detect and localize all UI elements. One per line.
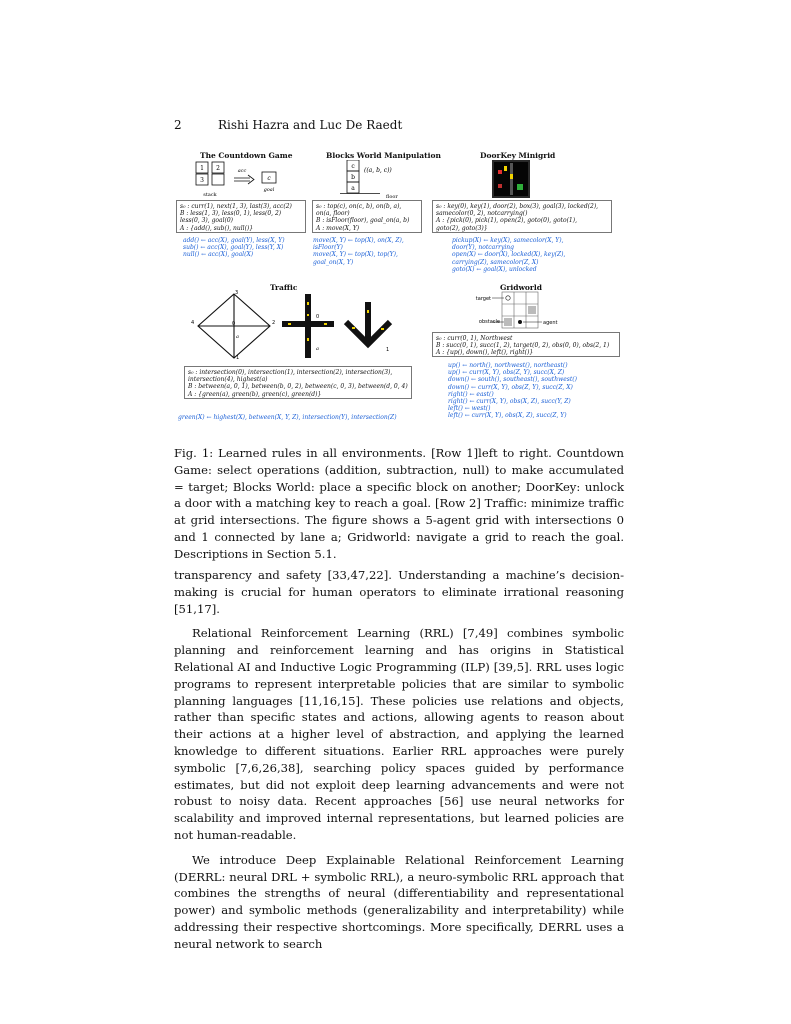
node-label-1: 1 [236, 355, 240, 360]
traffic-state-box [184, 366, 412, 399]
cross-label-0: 0 [316, 314, 320, 320]
state-line: intersection(4), highest(a) [188, 376, 268, 384]
node-label-4: 4 [191, 320, 195, 326]
state-line: A : move(X, Y) [316, 224, 360, 232]
agent-label: agent [543, 320, 558, 326]
state-line: A : {green(a), green(b), green(c), green(d)} [188, 390, 322, 398]
countdown-rules [183, 237, 285, 259]
rule-line: down() ← south(), southeast(), southwest() [448, 376, 577, 384]
blocks-state-box [312, 200, 422, 233]
node-label-0: 0 [232, 321, 236, 327]
rule-line: null() ← acc(X), goal(X) [183, 251, 254, 259]
agent-icon [518, 320, 522, 324]
floor-label: floor [386, 194, 398, 200]
node-label-2: 2 [272, 320, 276, 326]
state-line: s₀ : curr(0, 1), Northwest [436, 335, 513, 342]
agent-icon [498, 170, 502, 174]
box-icon [498, 184, 502, 188]
rule-line: move(X, Y) ← top(X), top(Y), [313, 251, 398, 259]
rule-line: move(X, Y) ← top(X), on(X, Z), [313, 237, 404, 244]
paragraph-3: We introduce Deep Explainable Relational Reinforcement Learning (DERRL: neural DRL + symbolic RRL), a neuro-symbolic RRL approach that combines the strengths of neural (differentiability and representational power) and symbolic methods (generalizability and interpretability) while addressing their respective shortcomings. More specifically, DERRL uses a neural network to search [174, 852, 624, 951]
block-label-c: c [351, 163, 355, 170]
node-label-3: 3 [235, 290, 239, 296]
target-icon [506, 296, 510, 300]
rule-line: left() ← curr(X, Y), obs(X, Z), succ(Z, Y) [448, 412, 567, 420]
state-line: A : {pick(0), pick(1), open(2), goto(0), goto(1), [436, 217, 577, 225]
rule-line: left() ← west() [448, 405, 491, 413]
state-line: A : {add(), sub(), null()} [180, 224, 254, 232]
lane-label-a: a [236, 334, 239, 340]
block-label-a: a [351, 185, 355, 192]
state-line: A : {up(), down(), left(), right()} [436, 349, 534, 357]
state-line: B : between(a, 0, 1), between(b, 0, 2), between(c, 0, 3), between(d, 0, 4) [188, 383, 408, 391]
stack-num-3: 3 [200, 177, 204, 184]
rule-line: up() ← curr(X, Y), obs(Z, Y), succ(X, Z) [448, 369, 565, 377]
goal-c-label: c [267, 175, 271, 182]
rule-line: green(X) ← highest(X), between(X, Y, Z), intersection(Y), intersection(Z) [178, 414, 397, 421]
state-line: on(a, floor) [316, 210, 350, 218]
door-icon [510, 174, 513, 179]
v-label-1: 1 [386, 347, 390, 353]
rule-line: carrying(Z), samecolor(Z, X) [452, 258, 539, 266]
state-line: s₀ : curr(1), next(1, 3), last(3), acc(2) [180, 203, 292, 210]
traffic-v-roads [346, 302, 390, 344]
rule-line: isFloor(Y) [313, 244, 343, 252]
rule-line: right() ← curr(X, Y), obs(X, Z), succ(Y, Z) [448, 398, 571, 406]
traffic-rule [178, 414, 397, 421]
rule-line: open(X) ← door(X), locked(X), key(Z), [452, 251, 566, 259]
rule-line: up() ← north(), northwest(), northeast() [448, 362, 568, 369]
rule-line: add() ← acc(X), goal(Y), less(X, Y) [183, 237, 285, 244]
gridworld-rules [448, 362, 577, 420]
block-label-b: b [351, 174, 355, 181]
running-header-authors: Rishi Hazra and Luc De Raedt [218, 118, 403, 132]
obstacle-cell [504, 318, 512, 326]
gridworld-illustration [470, 290, 580, 330]
state-line: goto(2), goto(3)} [436, 224, 488, 232]
rule-line: right() ← east() [448, 390, 494, 398]
stack-num-2: 2 [216, 165, 220, 172]
stack-cell-4 [212, 174, 224, 185]
acc-label: acc [237, 168, 247, 174]
rule-line: goal_on(X, Y) [313, 258, 354, 266]
traffic-title: Traffic [270, 283, 298, 292]
doorkey-grid-image [492, 160, 530, 198]
state-line: less(0, 3), goal(0) [180, 217, 234, 225]
target-label: target [475, 296, 491, 302]
blocks-illustration [340, 160, 420, 200]
rule-line: pickup(X) ← key(X), samecolor(X, Y), [452, 237, 564, 244]
rule-line: sub() ← acc(X), goal(Y), less(Y, X) [183, 244, 284, 252]
state-line: s₀ : top(c), on(c, b), on(b, a), [316, 203, 402, 210]
gridworld-title: Gridworld [500, 283, 542, 292]
goal-label: goal [263, 187, 275, 193]
rule-line: goto(X) ← goal(X), unlocked [452, 265, 537, 273]
stack-num-1: 1 [200, 165, 204, 172]
obstacle-label: obstacle [478, 319, 500, 325]
state-line: B : succ(0, 1), succ(1, 2), target(0, 2), obs(0, 0), obs(2, 1) [436, 342, 610, 350]
paragraph-1: transparency and safety [33,47,22]. Understanding a machine’s decision-making is crucial for human operators to eliminate irrational reasoning [51,17]. [174, 568, 624, 616]
state-line: B : less(1, 3), less(0, 1), less(0, 2) [180, 210, 282, 218]
doorkey-state-box [432, 200, 612, 233]
countdown-title: The Countdown Game [200, 151, 293, 160]
traffic-cross [282, 294, 334, 358]
state-line: s₀ : intersection(0), intersection(1), intersection(2), intersection(3), [188, 369, 393, 376]
gridworld-state-box [432, 332, 620, 357]
body-text [174, 567, 624, 953]
paragraph-2: Relational Reinforcement Learning (RRL) [7,49] combines symbolic planning and reinforcement learning and has origins in Statistical Relational AI and Inductive Logic Programming (ILP) [39,5]. RRL uses logic programs to represent interpretable policies that are similar to symbolic planning languages [11,16,15]. These policies use relations and objects, rather than specific states and actions, allowing agents to reason about their actions at a higher level of abstraction, and applying the learned knowledge to different situations. Earlier RRL approaches were purely symbolic [7,6,26,38], searching policy spaces guided by performance estimates, but did not exploit deep learning advancements and were not robust to noisy data. Recent approaches [56] use neural networks for scalability and improved internal representations, but learned policies are not human-readable. [174, 626, 624, 842]
acc-arrow-icon [234, 175, 254, 184]
countdown-state-box [176, 200, 306, 233]
countdown-illustration [190, 160, 290, 200]
rule-line: door(Y), notcarrying [452, 244, 514, 252]
figure-caption: Fig. 1: Learned rules in all environments. [Row 1]left to right. Countdown Game: select operations (addition, subtraction, null) to make accumulated = target; Blocks World: place a specific block on another; DoorKey: unlock a door with a matching key to reach a goal. [Row 2] Traffic: minimize traffic at grid intersections. The figure shows a 5-agent grid with intersections 0 and 1 connected by lane a; Gridworld: navigate a grid to reach the goal. Descriptions in Section 5.1. [174, 446, 624, 561]
doorkey-title: DoorKey Minigrid [480, 151, 556, 160]
goal-icon [517, 184, 523, 190]
obstacle-cell-2 [528, 306, 536, 314]
key-icon [504, 166, 507, 171]
state-line: s₀ : key(0), key(1), door(2), box(3), goal(3), locked(2), [436, 203, 599, 210]
state-line: B : isFloor(floor), goal_on(a, b) [316, 217, 410, 225]
blocks-title: Blocks World Manipulation [326, 151, 441, 160]
rule-line: down() ← curr(X, Y), obs(Z, Y), succ(Z, X) [448, 383, 573, 391]
page-number: 2 [174, 118, 182, 132]
cross-label-a: a [316, 346, 319, 352]
traffic-illustration [190, 288, 400, 360]
blocks-rules [313, 237, 404, 266]
state-line: samecolor(0, 2), notcarrying() [436, 210, 528, 218]
blocks-tuple: ((a, b, c)) [364, 167, 392, 174]
stack-label: stack [203, 192, 217, 198]
doorkey-rules [452, 237, 565, 273]
